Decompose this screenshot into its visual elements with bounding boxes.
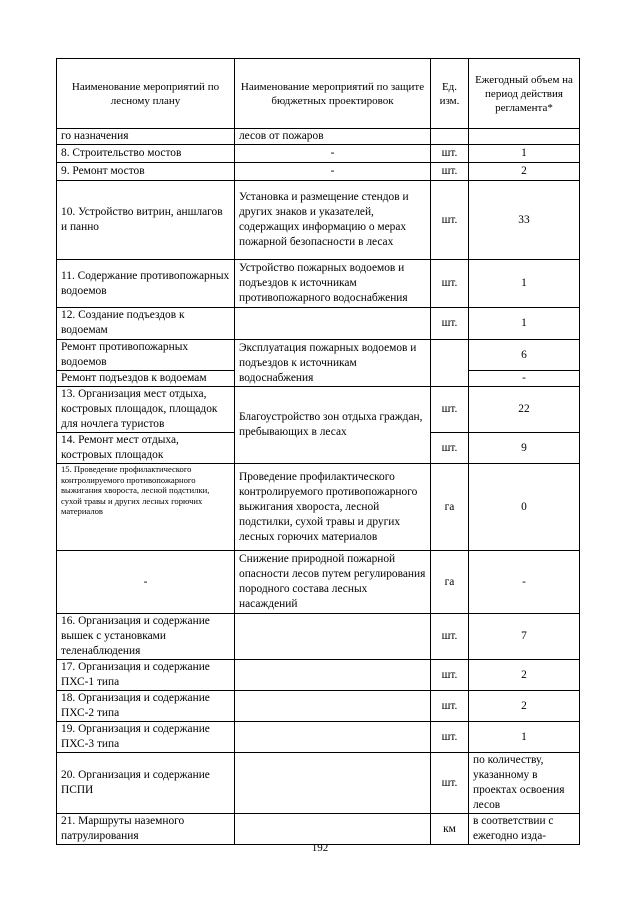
volume-cell: - [469, 371, 580, 387]
unit-cell: га [431, 551, 469, 614]
unit-cell: шт. [431, 753, 469, 814]
budget-measure-cell [235, 660, 431, 691]
budget-measure-cell [235, 722, 431, 753]
unit-cell: шт. [431, 260, 469, 308]
plan-measure-cell: 15. Проведение профилактического контролируемого противопожарного выжигания хвороста, лесной подстилки, сухой травы и других лесных горючих материалов [57, 464, 235, 551]
volume-cell: 2 [469, 163, 580, 181]
budget-measure-cell [235, 308, 431, 340]
table-row [57, 340, 580, 371]
plan-measure-cell: 16. Организация и содержание вышек с установками теленаблюдения [57, 614, 235, 660]
unit-cell: шт. [431, 181, 469, 260]
plan-measure-cell: го назначения [57, 129, 235, 145]
fire-measures-table [56, 58, 580, 845]
budget-measure-cell [235, 614, 431, 660]
plan-measure-cell: 10. Устройство витрин, аншлагов и панно [57, 181, 235, 260]
table-row [57, 753, 580, 814]
volume-cell: в соответствии с ежегодно изда- [469, 814, 580, 845]
volume-cell: 1 [469, 145, 580, 163]
budget-measure-cell [235, 814, 431, 845]
unit-cell: шт. [431, 660, 469, 691]
plan-measure-cell: 14. Ремонт мест отдыха, костровых площадок [57, 433, 235, 464]
table-row [57, 722, 580, 753]
page-number: 192 [311, 842, 329, 854]
table-row [57, 660, 580, 691]
volume-cell: 9 [469, 433, 580, 464]
volume-cell: 1 [469, 308, 580, 340]
unit-cell: шт. [431, 691, 469, 722]
table-row [57, 814, 580, 845]
table-row [57, 387, 580, 433]
plan-measure-cell: 20. Организация и содержание ПСПИ [57, 753, 235, 814]
table-header-row [57, 59, 580, 129]
plan-measure-cell: 8. Строительство мостов [57, 145, 235, 163]
budget-measure-cell: Устройство пожарных водоемов и подъездов к источникам противопожарного водоснабжения [235, 260, 431, 308]
table-row [57, 260, 580, 308]
unit-cell: шт. [431, 308, 469, 340]
budget-measure-cell: Проведение профилактического контролируемого противопожарного выжигания хвороста, лесной подстилки, сухой травы и других лесных горючих материалов [235, 464, 431, 551]
volume-cell: 33 [469, 181, 580, 260]
table-row [57, 163, 580, 181]
plan-measure-cell: Ремонт противопожарных водоемов [57, 340, 235, 371]
unit-cell [431, 129, 469, 145]
plan-measure-cell: 18. Организация и содержание ПХС-2 типа [57, 691, 235, 722]
volume-cell: 22 [469, 387, 580, 433]
budget-measure-cell: - [235, 163, 431, 181]
budget-measure-cell: Эксплуатация пожарных водоемов и подъездов к источникам водоснабжения [235, 340, 431, 387]
budget-measure-cell: Установка и размещение стендов и других знаков и указателей, содержащих информацию о мерах пожарной безопасности в лесах [235, 181, 431, 260]
table-row [57, 145, 580, 163]
plan-measure-cell: 21. Маршруты наземного патрулирования [57, 814, 235, 845]
volume-cell: 0 [469, 464, 580, 551]
table-row [57, 181, 580, 260]
volume-cell: по количеству, указанному в проектах освоения лесов [469, 753, 580, 814]
unit-cell: шт. [431, 387, 469, 433]
plan-measure-cell: 17. Организация и содержание ПХС-1 типа [57, 660, 235, 691]
budget-measure-cell: Благоустройство зон отдыха граждан, пребывающих в лесах [235, 387, 431, 464]
unit-cell: шт. [431, 145, 469, 163]
volume-cell: 6 [469, 340, 580, 371]
volume-cell: - [469, 551, 580, 614]
plan-measure-cell: 19. Организация и содержание ПХС-3 типа [57, 722, 235, 753]
plan-measure-cell: 13. Организация мест отдыха, костровых площадок, площадок для ночлега туристов [57, 387, 235, 433]
volume-cell: 7 [469, 614, 580, 660]
plan-measure-cell: Ремонт подъездов к водоемам [57, 371, 235, 387]
budget-measure-cell: - [235, 145, 431, 163]
unit-cell: шт. [431, 433, 469, 464]
unit-cell: шт. [431, 722, 469, 753]
volume-cell: 1 [469, 722, 580, 753]
header-unit: Ед. изм. [431, 59, 469, 129]
unit-cell: км [431, 814, 469, 845]
unit-cell [431, 340, 469, 387]
plan-measure-cell: - [57, 551, 235, 614]
volume-cell: 1 [469, 260, 580, 308]
plan-measure-cell: 11. Содержание противопожарных водоемов [57, 260, 235, 308]
table-row [57, 691, 580, 722]
plan-measure-cell: 12. Создание подъездов к водоемам [57, 308, 235, 340]
unit-cell: шт. [431, 163, 469, 181]
header-plan-measures: Наименование мероприятий по лесному плану [57, 59, 235, 129]
budget-measure-cell [235, 691, 431, 722]
table-row [57, 308, 580, 340]
table-row [57, 614, 580, 660]
table-row [57, 551, 580, 614]
table-row [57, 464, 580, 551]
plan-measure-cell: 9. Ремонт мостов [57, 163, 235, 181]
unit-cell: га [431, 464, 469, 551]
volume-cell: 2 [469, 660, 580, 691]
volume-cell [469, 129, 580, 145]
table-row [57, 129, 580, 145]
header-budget-measures: Наименование мероприятий по защите бюджетных проектировок [235, 59, 431, 129]
header-annual-volume: Ежегодный объем на период действия регламента* [469, 59, 580, 129]
budget-measure-cell: Снижение природной пожарной опасности лесов путем регулирования породного состава лесных насаждений [235, 551, 431, 614]
unit-cell: шт. [431, 614, 469, 660]
volume-cell: 2 [469, 691, 580, 722]
budget-measure-cell [235, 753, 431, 814]
budget-measure-cell: лесов от пожаров [235, 129, 431, 145]
